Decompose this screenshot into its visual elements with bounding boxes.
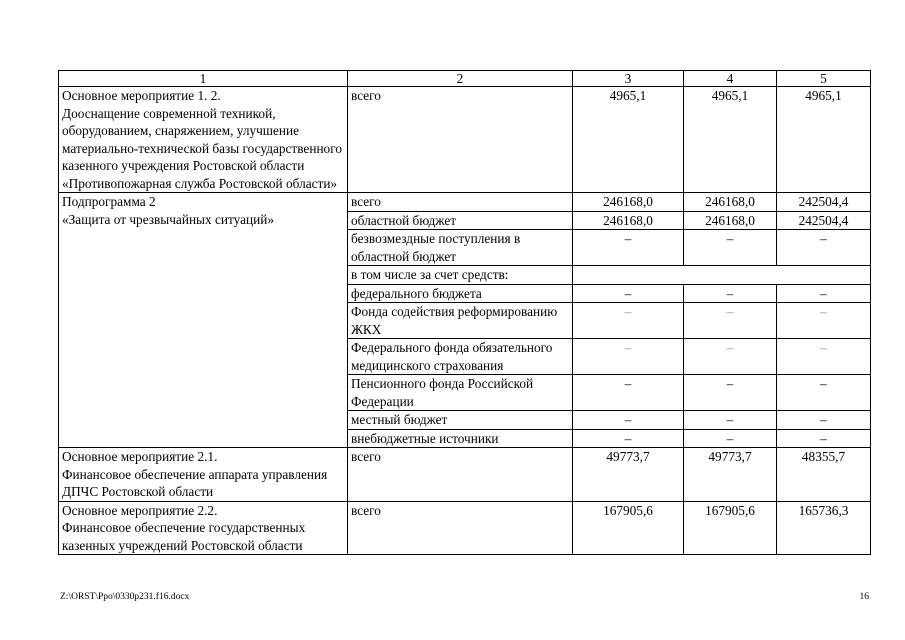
funding-source-cell: федерального бюджета: [348, 284, 573, 303]
funding-source-cell: всего: [348, 501, 573, 555]
value-cell: –: [684, 230, 777, 266]
funding-source-cell: местный бюджет: [348, 411, 573, 430]
value-cell: 246168,0: [573, 211, 684, 230]
column-header-2: 2: [348, 71, 573, 87]
column-header-1: 1: [59, 71, 348, 87]
funding-source-cell: Фонда содействия реформированию ЖКХ: [348, 303, 573, 339]
value-cell: 167905,6: [684, 501, 777, 555]
value-cell: –: [777, 303, 871, 339]
value-cell: 4965,1: [777, 87, 871, 193]
program-title-cell: Основное мероприятие 2.1. Финансовое обеспечение аппарата управления ДПЧС Ростовской области: [59, 448, 348, 502]
footer-file-path: Z:\ORST\Ppo\0330p231.f16.docx: [60, 592, 190, 602]
value-cell: –: [573, 411, 684, 430]
funding-source-cell: внебюджетные источники: [348, 429, 573, 448]
table-row: [59, 448, 871, 502]
funding-source-cell: безвозмездные поступления в областной бюджет: [348, 230, 573, 266]
table-row: [59, 501, 871, 555]
value-cell: 246168,0: [684, 211, 777, 230]
value-cell: –: [684, 411, 777, 430]
value-cell: 49773,7: [573, 448, 684, 502]
program-title-cell: Подпрограмма 2 «Защита от чрезвычайных ситуаций»: [59, 193, 348, 448]
value-cell: –: [684, 339, 777, 375]
footer-page-number: 16: [859, 592, 869, 602]
empty-value-cell: [573, 266, 871, 285]
value-cell: –: [684, 375, 777, 411]
value-cell: 49773,7: [684, 448, 777, 502]
value-cell: –: [777, 339, 871, 375]
value-cell: –: [777, 411, 871, 430]
funding-source-cell: областной бюджет: [348, 211, 573, 230]
funding-source-cell: Пенсионного фонда Российской Федерации: [348, 375, 573, 411]
program-title-cell: Основное мероприятие 1. 2. Дооснащение современной техникой, оборудованием, снаряжением, улучшение материально-технической базы государственного казенного учреждения Ростовской области «Противопожарная служба Ростовской области»: [59, 87, 348, 193]
value-cell: –: [573, 284, 684, 303]
value-cell: 246168,0: [684, 193, 777, 212]
header-row: [59, 71, 871, 87]
value-cell: 246168,0: [573, 193, 684, 212]
value-cell: 165736,3: [777, 501, 871, 555]
value-cell: 4965,1: [573, 87, 684, 193]
value-cell: 4965,1: [684, 87, 777, 193]
table-row: [59, 87, 871, 193]
value-cell: –: [777, 375, 871, 411]
value-cell: 242504,4: [777, 193, 871, 212]
value-cell: –: [573, 303, 684, 339]
funding-source-cell: Федерального фонда обязательного медицинского страхования: [348, 339, 573, 375]
value-cell: –: [573, 429, 684, 448]
value-cell: –: [684, 303, 777, 339]
value-cell: 48355,7: [777, 448, 871, 502]
value-cell: –: [573, 375, 684, 411]
funding-source-cell: всего: [348, 87, 573, 193]
funding-source-cell: в том числе за счет средств:: [348, 266, 573, 285]
funding-source-cell: всего: [348, 193, 573, 212]
program-title-cell: Основное мероприятие 2.2. Финансовое обеспечение государственных казенных учреждений Ростовской области: [59, 501, 348, 555]
value-cell: –: [573, 339, 684, 375]
column-header-4: 4: [684, 71, 777, 87]
value-cell: –: [684, 284, 777, 303]
value-cell: –: [777, 429, 871, 448]
value-cell: –: [573, 230, 684, 266]
value-cell: 167905,6: [573, 501, 684, 555]
value-cell: –: [684, 429, 777, 448]
value-cell: –: [777, 284, 871, 303]
column-header-5: 5: [777, 71, 871, 87]
value-cell: 242504,4: [777, 211, 871, 230]
table-row: [59, 193, 871, 212]
budget-table: [58, 70, 871, 555]
column-header-3: 3: [573, 71, 684, 87]
value-cell: –: [777, 230, 871, 266]
funding-source-cell: всего: [348, 448, 573, 502]
